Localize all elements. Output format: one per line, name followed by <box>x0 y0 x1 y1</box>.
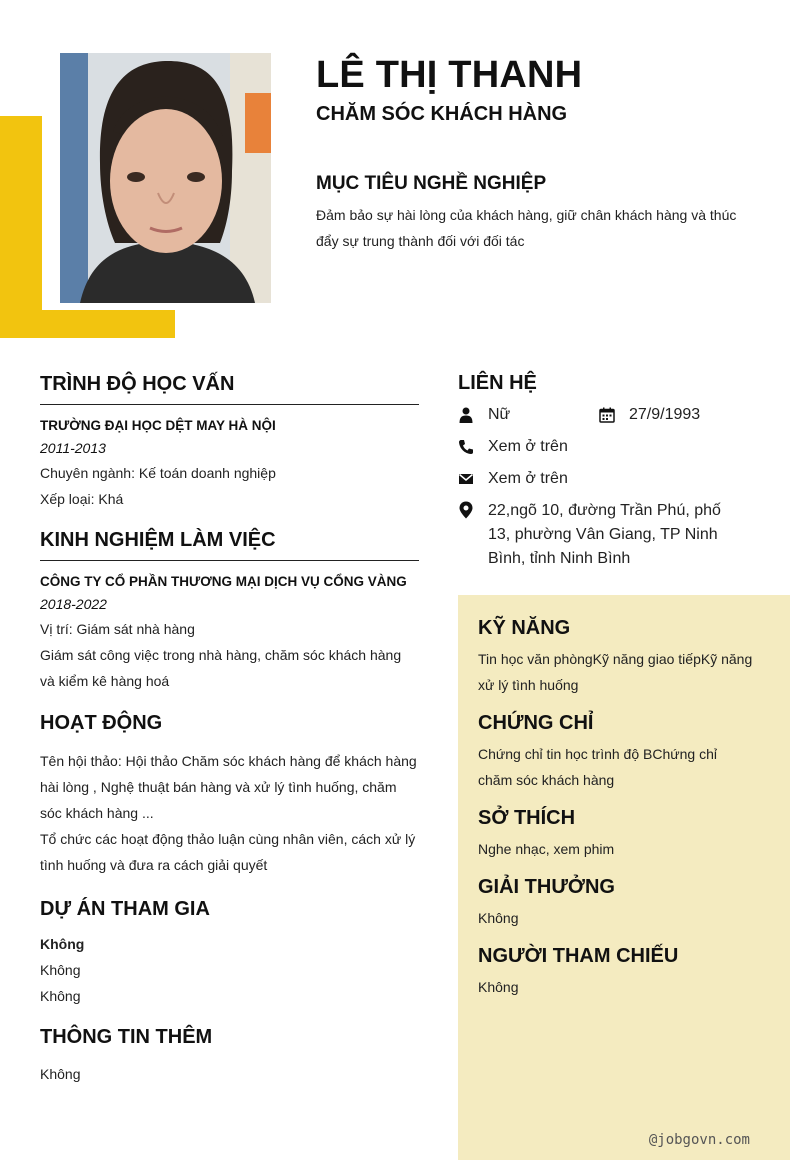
awards-section <box>478 876 770 931</box>
dob-row <box>599 403 700 427</box>
decorative-yellow-block <box>0 116 42 338</box>
education-heading: TRÌNH ĐỘ HỌC VẤN <box>40 373 419 405</box>
awards-text: Không <box>478 910 519 926</box>
education-grade: Xếp loại: Khá <box>40 491 124 507</box>
projects-section <box>40 898 419 1009</box>
phone-value: Xem ở trên <box>488 438 568 455</box>
job-title: CHĂM SÓC KHÁCH HÀNG <box>316 103 568 125</box>
additional-info-heading: THÔNG TIN THÊM <box>40 1026 213 1048</box>
education-major: Chuyên ngành: Kế toán doanh nghiệp <box>40 465 276 481</box>
left-column <box>40 373 419 1087</box>
additional-info-section <box>40 1026 419 1087</box>
profile-photo <box>60 53 271 303</box>
company-name: CÔNG TY CỔ PHẦN THƯƠNG MẠI DỊCH VỤ CỔNG VÀNG <box>40 574 407 589</box>
project-line-2: Không <box>40 988 81 1004</box>
skills-section <box>478 617 770 698</box>
email-value: Xem ở trên <box>488 470 568 487</box>
certificates-text: Chứng chỉ tin học trình độ BChứng chỉ chăm sóc khách hàng <box>478 746 717 788</box>
awards-heading: GIẢI THƯỞNG <box>478 876 615 898</box>
address-row <box>458 499 758 571</box>
certificates-heading: CHỨNG CHỈ <box>478 712 594 734</box>
person-icon <box>458 407 474 423</box>
education-section <box>40 373 419 512</box>
school-name: TRƯỜNG ĐẠI HỌC DỆT MAY HÀ NỘI <box>40 418 276 433</box>
hobbies-heading: SỞ THÍCH <box>478 807 576 829</box>
education-period: 2011-2013 <box>40 440 106 456</box>
additional-info-text: Không <box>40 1066 81 1082</box>
objective-heading: MỤC TIÊU NGHỀ NGHIỆP <box>316 173 547 194</box>
activities-section <box>40 712 419 878</box>
references-section <box>478 945 770 1000</box>
candidate-name: LÊ THỊ THANH <box>316 54 583 96</box>
location-pin-icon <box>458 501 474 517</box>
certificates-section <box>478 712 770 793</box>
calendar-icon <box>599 407 615 423</box>
gender-value: Nữ <box>488 406 511 423</box>
experience-position: Vị trí: Giám sát nhà hàng <box>40 621 195 637</box>
hobbies-section <box>478 807 770 862</box>
decorative-yellow-bar <box>0 310 175 338</box>
contact-section <box>458 372 758 571</box>
experience-heading: KINH NGHIỆM LÀM VIỆC <box>40 529 419 561</box>
project-line-1: Không <box>40 962 81 978</box>
phone-icon <box>458 439 474 455</box>
dob-value: 27/9/1993 <box>629 406 701 423</box>
watermark: @jobgovn.com <box>648 1132 750 1148</box>
projects-heading: DỰ ÁN THAM GIA <box>40 898 210 920</box>
project-name: Không <box>40 936 85 952</box>
skills-heading: KỸ NĂNG <box>478 617 571 639</box>
email-row <box>458 467 758 491</box>
activities-text-1: Tên hội thảo: Hội thảo Chăm sóc khách hàng để khách hàng hài lòng , Nghệ thuật bán hàng và xử lý tình huống, chăm sóc khách hàng ... <box>40 753 417 821</box>
hobbies-text: Nghe nhạc, xem phim <box>478 841 615 857</box>
activities-text-2: Tổ chức các hoạt động thảo luận cùng nhân viên, cách xử lý tình huống và đưa ra cách giải quyết <box>40 831 416 873</box>
sidebar-panel <box>458 595 790 1160</box>
phone-row <box>458 435 758 459</box>
experience-description: Giám sát công việc trong nhà hàng, chăm sóc khách hàng và kiểm kê hàng hoá <box>40 647 402 689</box>
experience-section <box>40 529 419 694</box>
mail-icon <box>458 471 474 487</box>
activities-heading: HOẠT ĐỘNG <box>40 712 163 734</box>
contact-heading: LIÊN HỆ <box>458 372 537 394</box>
objective-text: Đảm bảo sự hài lòng của khách hàng, giữ chân khách hàng và thúc đẩy sự trung thành đối với đối tác <box>316 207 737 249</box>
references-text: Không <box>478 979 519 995</box>
skills-text: Tin học văn phòngKỹ năng giao tiếpKỹ năng xử lý tình huống <box>478 651 753 693</box>
references-heading: NGƯỜI THAM CHIẾU <box>478 945 679 967</box>
address-value: 22,ngõ 10, đường Trần Phú, phố 13, phường Vân Giang, TP Ninh Bình, tỉnh Ninh Bình <box>488 502 721 567</box>
experience-period: 2018-2022 <box>40 596 107 612</box>
gender-row <box>458 403 758 427</box>
